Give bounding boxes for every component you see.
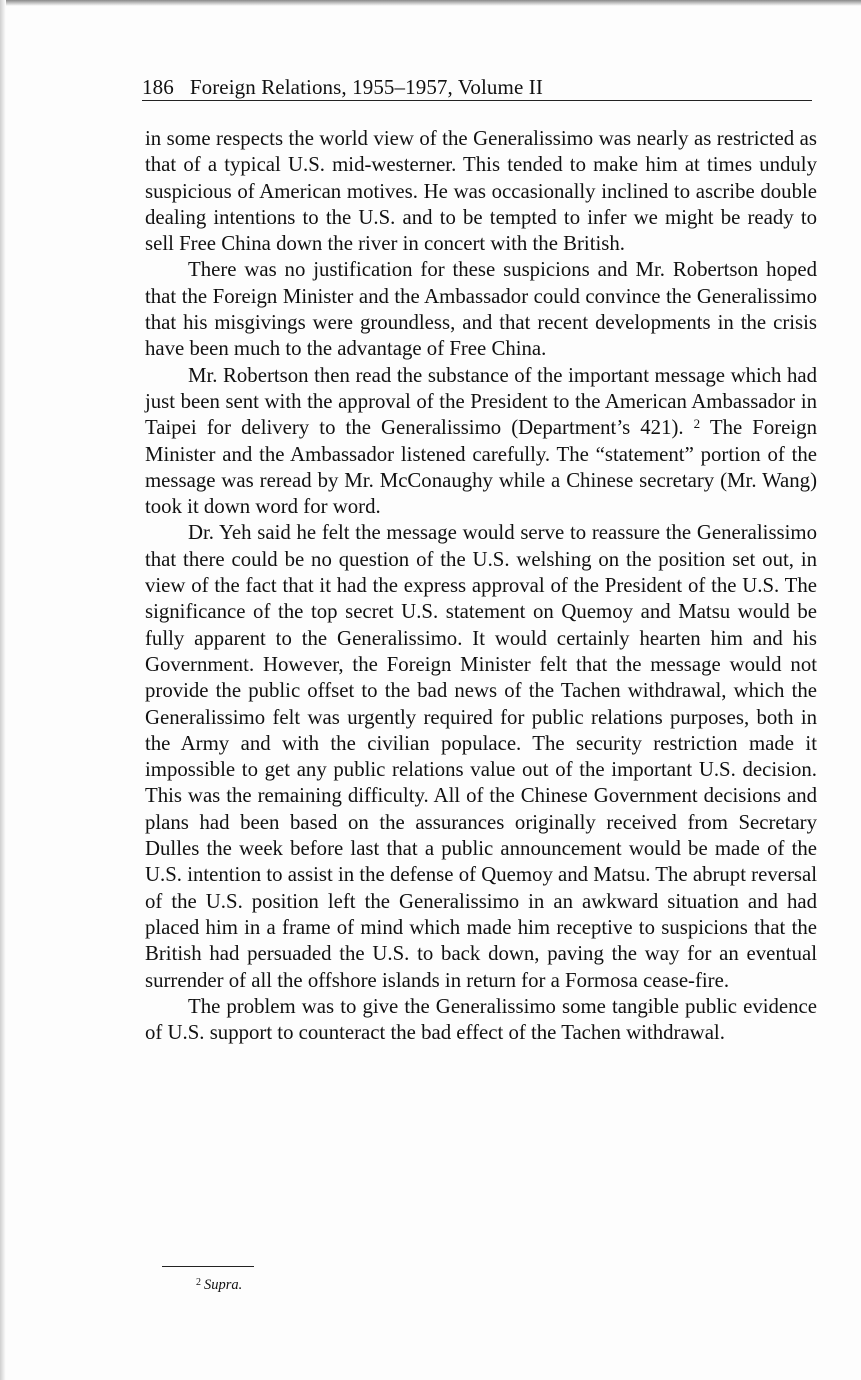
- running-title: Foreign Relations, 1955–1957, Volume II: [189, 75, 543, 99]
- footnote-marker: 2: [196, 1277, 201, 1288]
- scan-edge-left: [0, 0, 6, 1380]
- page-number: 186: [142, 75, 174, 99]
- paragraph-1: in some respects the world view of the Generalissimo was nearly as restricted as that of a typical U.S. mid-westerner. This tended to make him at times unduly suspicious of American motives. He was occasionally inclined to ascribe double dealing intentions to the U.S. and to be tempted to infer we might be ready to sell Free China down the river in concert with the British.: [145, 127, 817, 256]
- paragraph-3-text-before: Mr. Robertson then read the substance of the important message which had just been sent with the approval of the President to the American Ambassador in Taipei for delivery to the Generalissimo (Department’s 421).: [145, 363, 817, 440]
- footnote: [196, 1276, 242, 1294]
- footnote-divider: [162, 1266, 254, 1267]
- paragraph-3: [145, 363, 817, 521]
- paragraph-4: Dr. Yeh said he felt the message would serve to reassure the Generalissimo that there could be no question of the U.S. welshing on the position set out, in view of the fact that it had the express approval of the President of the U.S. The significance of the top secret U.S. statement on Quemoy and Matsu would be fully apparent to the Generalissimo. It would certainly hearten him and his Government. However, the Foreign Minister felt that the message would not provide the public offset to the bad news of the Tachen withdrawal, which the Generalissimo felt was urgently required for public relations purposes, both in the Army and with the civilian populace. The security restriction made it impossible to get any public relations value out of the important U.S. decision. This was the remaining difficulty. All of the Chinese Government decisions and plans had been based on the assurances originally received from Secretary Dulles the week before last that a public announcement would be made of the U.S. intention to assist in the defense of Quemoy and Matsu. The abrupt reversal of the U.S. position left the Generalissimo in an awkward situation and had placed him in a frame of mind which made him receptive to suspicions that the British had persuaded the U.S. to back down, paving the way for an eventual surrender of all the offshore islands in return for a Formosa cease-fire.: [145, 521, 817, 992]
- paragraph-3-text-after: The Foreign Minister and the Ambassador listened carefully. The “statement” portion of the message was reread by Mr. McConaughy while a Chinese secretary (Mr. Wang) took it down word for word.: [145, 416, 817, 519]
- footnote-text: Supra.: [204, 1277, 243, 1293]
- paragraph-2: There was no justification for these suspicions and Mr. Robertson hoped that the Foreign Minister and the Ambassador could convince the Generalissimo that his misgivings were groundless, and that recent developments in the crisis have been much to the advantage of Free China.: [145, 258, 817, 361]
- footnote-reference[interactable]: 2: [693, 416, 701, 432]
- running-header: [142, 74, 812, 101]
- paragraph-5: The problem was to give the Generalissimo some tangible public evidence of U.S. support to counteract the bad effect of the Tachen withdrawal.: [145, 994, 817, 1045]
- scan-edge-top: [0, 0, 861, 6]
- body-text: [145, 126, 817, 1046]
